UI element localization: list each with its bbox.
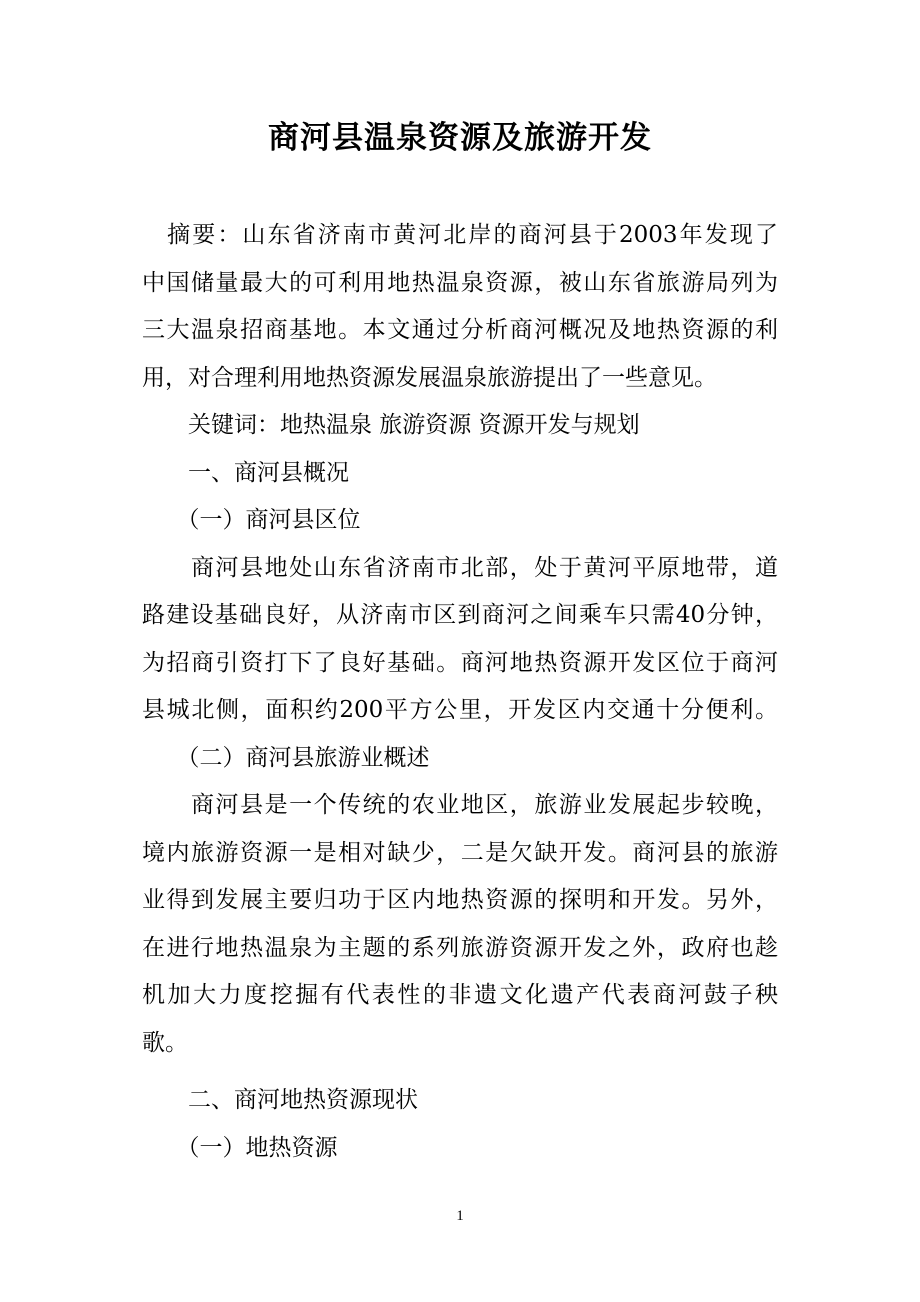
spacer: [142, 1067, 778, 1077]
page-number: 1: [456, 1208, 464, 1224]
document-title: 商河县温泉资源及旅游开发: [268, 120, 652, 156]
text-line: 为招商引资打下了良好基础。商河地热资源开发区位于商河: [142, 649, 778, 676]
text-line: 关键词：地热温泉 旅游资源 资源开发与规划: [142, 412, 640, 438]
text-line: 在进行地热温泉为主题的系列旅游资源开发之外，政府也趁: [142, 934, 778, 961]
text-line: 路建设基础良好，从济南市区到商河之间乘车只需40分钟，: [142, 602, 778, 628]
text-line: 境内旅游资源一是相对缺少，二是欠缺开发。商河县的旅游: [142, 839, 778, 866]
text-line: 三大温泉招商基地。本文通过分析商河概况及地热资源的利: [142, 317, 778, 343]
text-line: 机加大力度挖掘有代表性的非遗文化遗产代表商河鼓子秧: [142, 982, 778, 1008]
text-line: 中国储量最大的可利用地热温泉资源，被山东省旅游局列为: [142, 269, 778, 296]
text-line: 摘要：山东省济南市黄河北岸的商河县于2003年发现了: [142, 222, 778, 248]
text-line: 歌。: [142, 1029, 188, 1056]
text-line: 一、商河县概况: [142, 459, 349, 486]
text-line: 商河县地处山东省济南市北部，处于黄河平原地带，道: [142, 554, 778, 581]
text-line: （一）地热资源: [142, 1134, 338, 1161]
text-line: 县城北侧，面积约200平方公里，开发区内交通十分便利。: [142, 697, 778, 723]
text-line: 用，对合理利用地热资源发展温泉旅游提出了一些意见。: [142, 364, 717, 391]
text-line: （一）商河县区位: [142, 507, 361, 533]
text-line: （二）商河县旅游业概述: [142, 744, 430, 771]
text-line: 商河县是一个传统的农业地区，旅游业发展起步较晚，: [142, 792, 778, 818]
document-body: [142, 212, 778, 1172]
text-line: 业得到发展主要归功于区内地热资源的探明和开发。另外，: [142, 887, 778, 913]
text-line: 二、商河地热资源现状: [142, 1087, 418, 1113]
